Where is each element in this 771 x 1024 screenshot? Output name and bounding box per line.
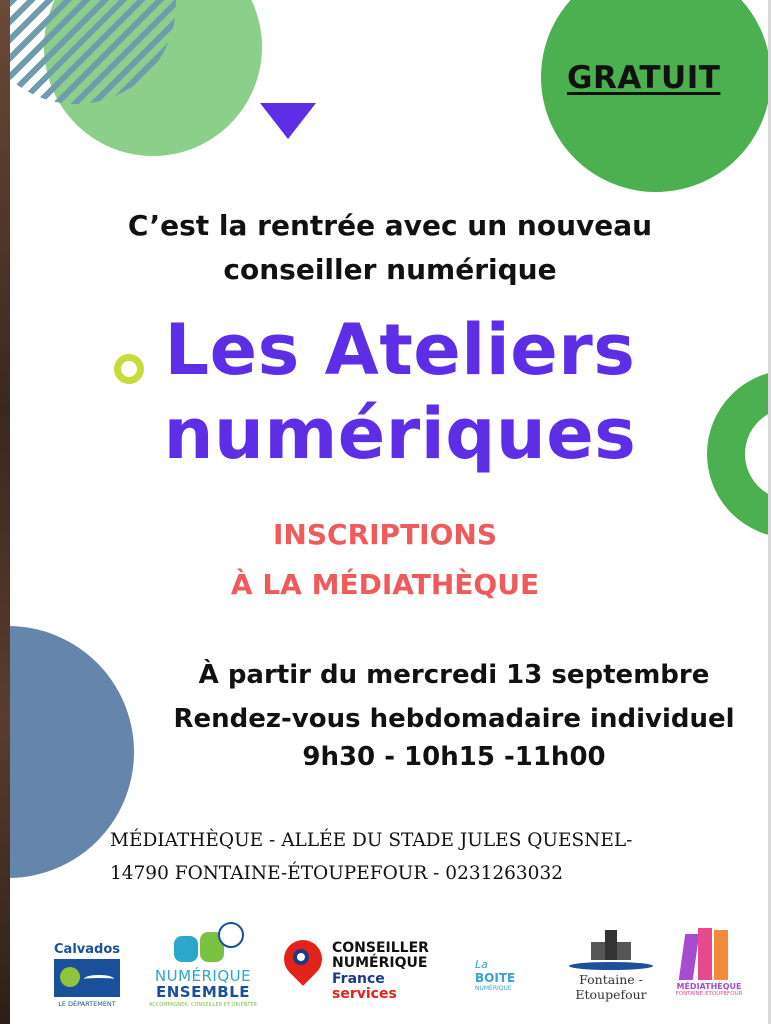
books-icon	[680, 928, 738, 980]
appointment-type: Rendez-vous hebdomadaire individuel	[173, 704, 735, 734]
castle-icon	[585, 930, 637, 960]
decor-ring-right	[707, 370, 768, 538]
ne-logo-line-1: NUMÉRIQUE	[154, 967, 252, 985]
calvados-mark-icon	[54, 959, 120, 997]
calvados-logo-name: Calvados	[54, 942, 120, 957]
cn-logo-line-3: France	[332, 971, 385, 987]
cn-logo-line-2: NUMÉRIQUE	[332, 955, 428, 971]
ne-logo-line-2: ENSEMBLE	[155, 983, 250, 1001]
decor-triangle	[260, 103, 316, 139]
address-block	[110, 824, 766, 890]
subtitle-line-2: conseiller numérique	[223, 253, 557, 286]
calvados-logo-sub: LE DÉPARTEMENT	[58, 1000, 116, 1008]
subtitle	[80, 204, 700, 292]
time-slots: 9h30 - 10h15 -11h00	[302, 742, 606, 772]
title-line-1: Les Ateliers	[164, 309, 636, 391]
inscriptions-notice	[180, 510, 590, 610]
mediatheque-logo-line-1: MÉDIATHÈQUE	[676, 982, 742, 991]
subtitle-line-1: C’est la rentrée avec un nouveau	[127, 209, 653, 242]
free-badge: GRATUIT	[567, 60, 721, 96]
decor-circle-top-right	[541, 0, 768, 192]
mediatheque-logo	[674, 928, 744, 997]
boite-numerique-logo	[475, 958, 565, 1004]
title-line-2: numériques	[163, 393, 637, 475]
cn-logo-line-1: CONSEILLER	[332, 940, 429, 956]
fontaine-logo-line-1: Fontaine -	[579, 972, 643, 987]
hands-icon	[138, 922, 268, 968]
numerique-ensemble-logo	[138, 922, 268, 1008]
address-line-2: 14790 FONTAINE-ÉTOUPEFOUR - 0231263032	[110, 863, 563, 884]
cn-logo-line-4: services	[332, 986, 397, 1002]
address-line-1: MÉDIATHÈQUE - ALLÉE DU STADE JULES QUESNEL-	[110, 830, 633, 851]
background-edge-left	[0, 0, 10, 1024]
start-date: À partir du mercredi 13 septembre	[198, 660, 710, 690]
boite-logo-line-3: NUMÉRIQUE	[475, 985, 512, 992]
fontaine-logo-line-2: Etoupefour	[575, 987, 647, 1002]
poster	[10, 0, 768, 1024]
boite-logo-line-2: BOITE	[475, 971, 516, 985]
wave-icon	[569, 962, 653, 970]
page-title	[110, 308, 690, 476]
fontaine-etoupefour-logo	[566, 930, 656, 1002]
ne-logo-tagline: ACCOMPAGNER, CONSEILLER ET ORIENTER	[148, 1002, 258, 1008]
calvados-logo	[52, 942, 122, 1008]
partner-logos	[10, 920, 768, 1020]
boite-logo-line-1: La	[475, 958, 488, 971]
mediatheque-logo-line-2: FONTAINE-ÉTOUPEFOUR	[675, 991, 743, 997]
inscriptions-line-2: À LA MÉDIATHÈQUE	[230, 568, 540, 601]
inscriptions-line-1: INSCRIPTIONS	[273, 518, 497, 551]
conseiller-numerique-logo	[278, 938, 453, 1008]
